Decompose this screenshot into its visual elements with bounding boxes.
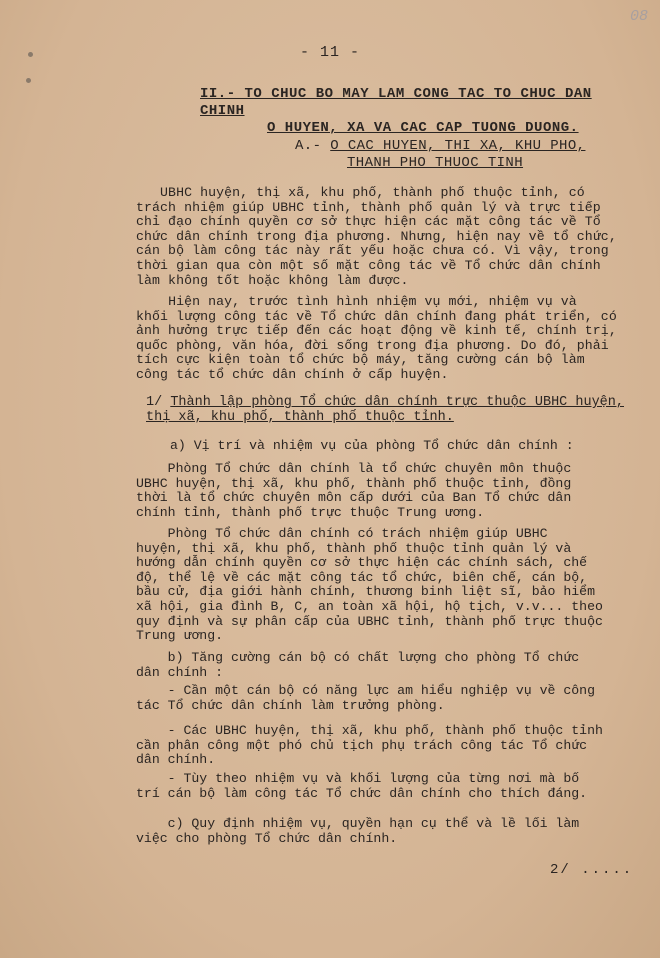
sub-a-paragraph-1: Phòng Tổ chức dân chính là tổ chức chuyên môn thuộc UBHC huyện, thị xã, khu phố, thành phố thuộc tỉnh, đồng thời là tổ chức chuyên môn cấp dưới của Ban Tổ chức dân chính tỉnh, thành phố trực thuộc Trung ương. bbox=[136, 461, 572, 520]
section-title bbox=[200, 86, 620, 137]
subtitle-line-2: THANH PHO THUOC TINH bbox=[347, 155, 524, 171]
continuation-marker: 2/ ..... bbox=[550, 862, 634, 878]
paragraph-2: Hiện nay, trước tình hình nhiệm vụ mới, nhiệm vụ và khối lượng công tác về Tổ chức dân chính đang phát triển, có ảnh hưởng trực tiếp đến các hoạt động về kinh tế, chính trị, quốc phòng, văn hóa, đời sống trong địa phương. Do đó, phải tích cực kiện toàn tổ chức bộ máy, tăng cường cán bộ làm công tác tổ chức dân chính ở cấp huyện. bbox=[136, 294, 617, 382]
sub-a-paragraph-2: Phòng Tổ chức dân chính có trách nhiệm giúp UBHC huyện, thị xã, khu phố, thành phố thuộc tỉnh quản lý và hướng dẫn chính quyền cơ sở thực hiện các chính sách, chế độ, thể lệ về các mặt công tác tổ chức, biên chế, cán bộ, bầu cử, địa giới hành chính, thương binh liệt sĩ, bảo hiểm xã hội, gia đình B, C, an toàn xã hội, hộ tịch, v.v... theo quy định và sự phân cấp của UBHC tỉnh, thành phố trực thuộc Trung ương. bbox=[136, 526, 603, 644]
sub-b-item-3: - Tùy theo nhiệm vụ và khối lượng của từng nơi mà bố trí cán bộ làm công tác Tổ chức dân chính cho thích đáng. bbox=[136, 771, 588, 801]
corner-mark: 08 bbox=[629, 8, 648, 25]
page-number: - 11 - bbox=[299, 44, 360, 61]
section-1-number: 1/ bbox=[146, 395, 171, 410]
sub-b-item-1: - Cần một cán bộ có năng lực am hiểu nghiệp vụ về công tác Tổ chức dân chính làm trưởng phòng. bbox=[136, 683, 596, 713]
sub-b-heading: b) Tăng cường cán bộ có chất lượng cho phòng Tổ chức dân chính : bbox=[136, 650, 580, 680]
subtitle-prefix: A.- bbox=[295, 138, 331, 154]
section-1-text: Thành lập phòng Tổ chức dân chính trực thuộc UBHC huyện, thị xã, khu phố, thành phố thuộc tỉnh. bbox=[146, 395, 624, 425]
title-line-1: II.- TO CHUC BO MAY LAM CONG TAC TO CHUC DAN CHINH bbox=[200, 86, 592, 119]
paragraph-1: UBHC huyện, thị xã, khu phố, thành phố thuộc tỉnh, có trách nhiệm giúp UBHC tỉnh, thành phố quản lý và trực tiếp chỉ đạo chính quyền cơ sở thực hiện các mặt công tác về Tổ chức dân chính trong địa phương. Nhưng, hiện nay về tổ chức, cán bộ làm công tác này rất yếu hoặc chưa có. Vì vậy, trong thời gian qua còn một số mặt công tác về Tổ chức dân chính làm không tốt hoặc không làm được. bbox=[136, 185, 617, 288]
sub-b-item-2: - Các UBHC huyện, thị xã, khu phố, thành phố thuộc tỉnh cần phân công một phó chủ tịch phụ trách công tác Tổ chức dân chính. bbox=[136, 723, 603, 768]
subsection-title bbox=[295, 138, 625, 172]
sub-a-heading: a) Vị trí và nhiệm vụ của phòng Tổ chức dân chính : bbox=[170, 438, 574, 453]
title-line-2: O HUYEN, XA VA CAC CAP TUONG DUONG. bbox=[267, 120, 579, 136]
section-1-heading bbox=[146, 395, 646, 425]
sub-c-heading: c) Quy định nhiệm vụ, quyền hạn cụ thể và lề lối làm việc cho phòng Tổ chức dân chính. bbox=[136, 816, 580, 846]
subtitle-line-1: O CAC HUYEN, THI XA, KHU PHO, bbox=[330, 138, 586, 154]
